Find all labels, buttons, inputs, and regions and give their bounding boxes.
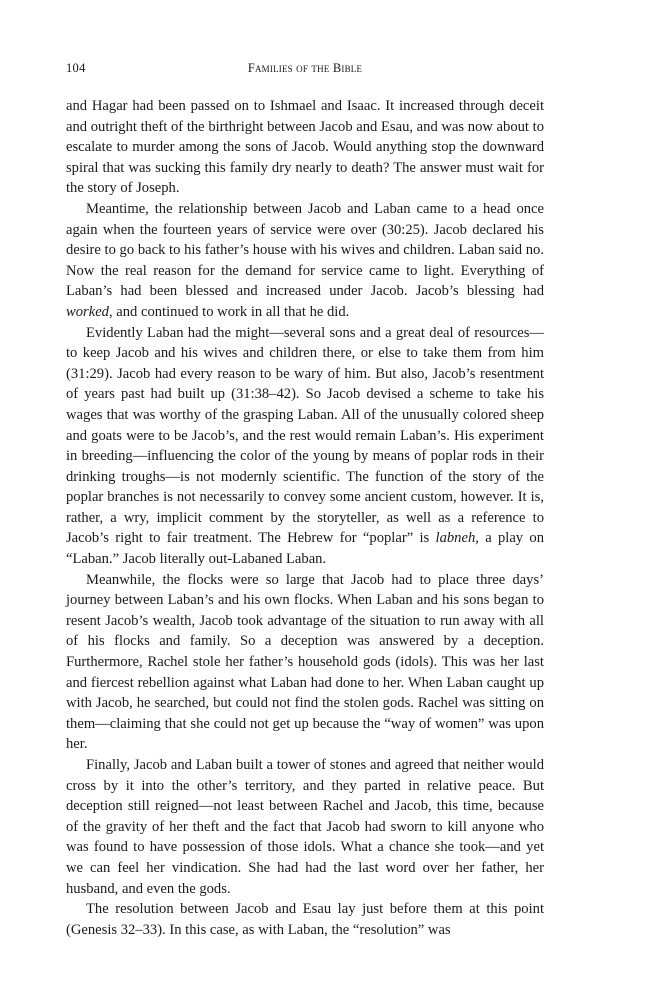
paragraph — [66, 755, 544, 899]
paragraph-text-after: , and continued to work in all that he did. — [108, 303, 350, 320]
italic-word: labneh — [435, 530, 476, 547]
page-number: 104 — [66, 61, 86, 75]
italic-word: worked — [66, 303, 109, 320]
running-head — [66, 61, 544, 79]
paragraph — [66, 323, 544, 570]
paragraph — [66, 570, 544, 755]
body-text — [66, 96, 544, 940]
paragraph-text: Meanwhile, the flocks were so large that Jacob had to place three days’ journey between Laban’s and his own flocks. When Laban and his sons began to resent Jacob’s wealth, Jacob took advantage of the situation to run away with all of his flocks and family. So a deception was answered by a deception. Furthermore, Rachel stole her father’s household gods (idols). This was her last and fiercest rebellion against what Laban had done to her. When Laban caught up with Jacob, he searched, but could not find the stolen gods. Rachel was sitting on them—claiming that she could not get up because the “way of women” was upon her. — [66, 571, 544, 753]
paragraph-text: Evidently Laban had the might—several sons and a great deal of resources—to keep Jacob and his wives and children there, or else to take them from him (31:29). Jacob had every reason to be wary of him. But also, Jacob’s resentment of years past had built up (31:38–42). So Jacob devised a scheme to take his wages that was worthy of the grasping Laban. All of the unusually colored sheep and goats were to be Jacob’s, and the rest would remain Laban’s. His experiment in breeding—influencing the color of the young by means of poplar rods in their drinking troughs—is not modernly scientific. The function of the story of the poplar branches is not necessarily to convey some ancient custom, however. It is, rather, a wry, implicit comment by the storyteller, as well as a reference to Jacob’s right to fair treatment. The Hebrew for “poplar” is — [66, 324, 544, 547]
paragraph — [66, 96, 544, 199]
paragraph — [66, 199, 544, 323]
paragraph-text: Finally, Jacob and Laban built a tower of stones and agreed that neither would cross by it into the other’s territory, and they parted in relative peace. But deception still reigned—not least between Rachel and Jacob, this time, because of the gravity of her theft and the fact that Jacob had sworn to kill anyone who was found to have possession of those idols. What a chance she took—and yet we can feel her vindication. She had had the last word over her father, her husband, and even the gods. — [66, 757, 544, 897]
book-title: Families of the Bible — [247, 61, 363, 75]
paragraph-text: Meantime, the relationship between Jacob and Laban came to a head once again when the fourteen years of service were over (30:25). Jacob declared his desire to go back to his father’s house with his wives and children. Laban said no. Now the real reason for the demand for service came to light. Everything of Laban’s had been blessed and increased under Jacob. Jacob’s blessing had — [66, 200, 544, 300]
paragraph-text: The resolution between Jacob and Esau lay just before them at this point (Genesis 32–33). In this case, as with Laban, the “resolution” was — [66, 901, 544, 938]
paragraph-text-after: , a play on “Laban.” Jacob literally out-Labaned Laban. — [66, 530, 545, 568]
paragraph — [66, 899, 544, 940]
paragraph-text: and Hagar had been passed on to Ishmael and Isaac. It increased through deceit and outright theft of the birthright between Jacob and Esau, and was now about to escalate to murder among the sons of Jacob. Would anything stop the downward spiral that was sucking this family dry nearly to death? The answer must wait for the story of Joseph. — [66, 98, 544, 197]
